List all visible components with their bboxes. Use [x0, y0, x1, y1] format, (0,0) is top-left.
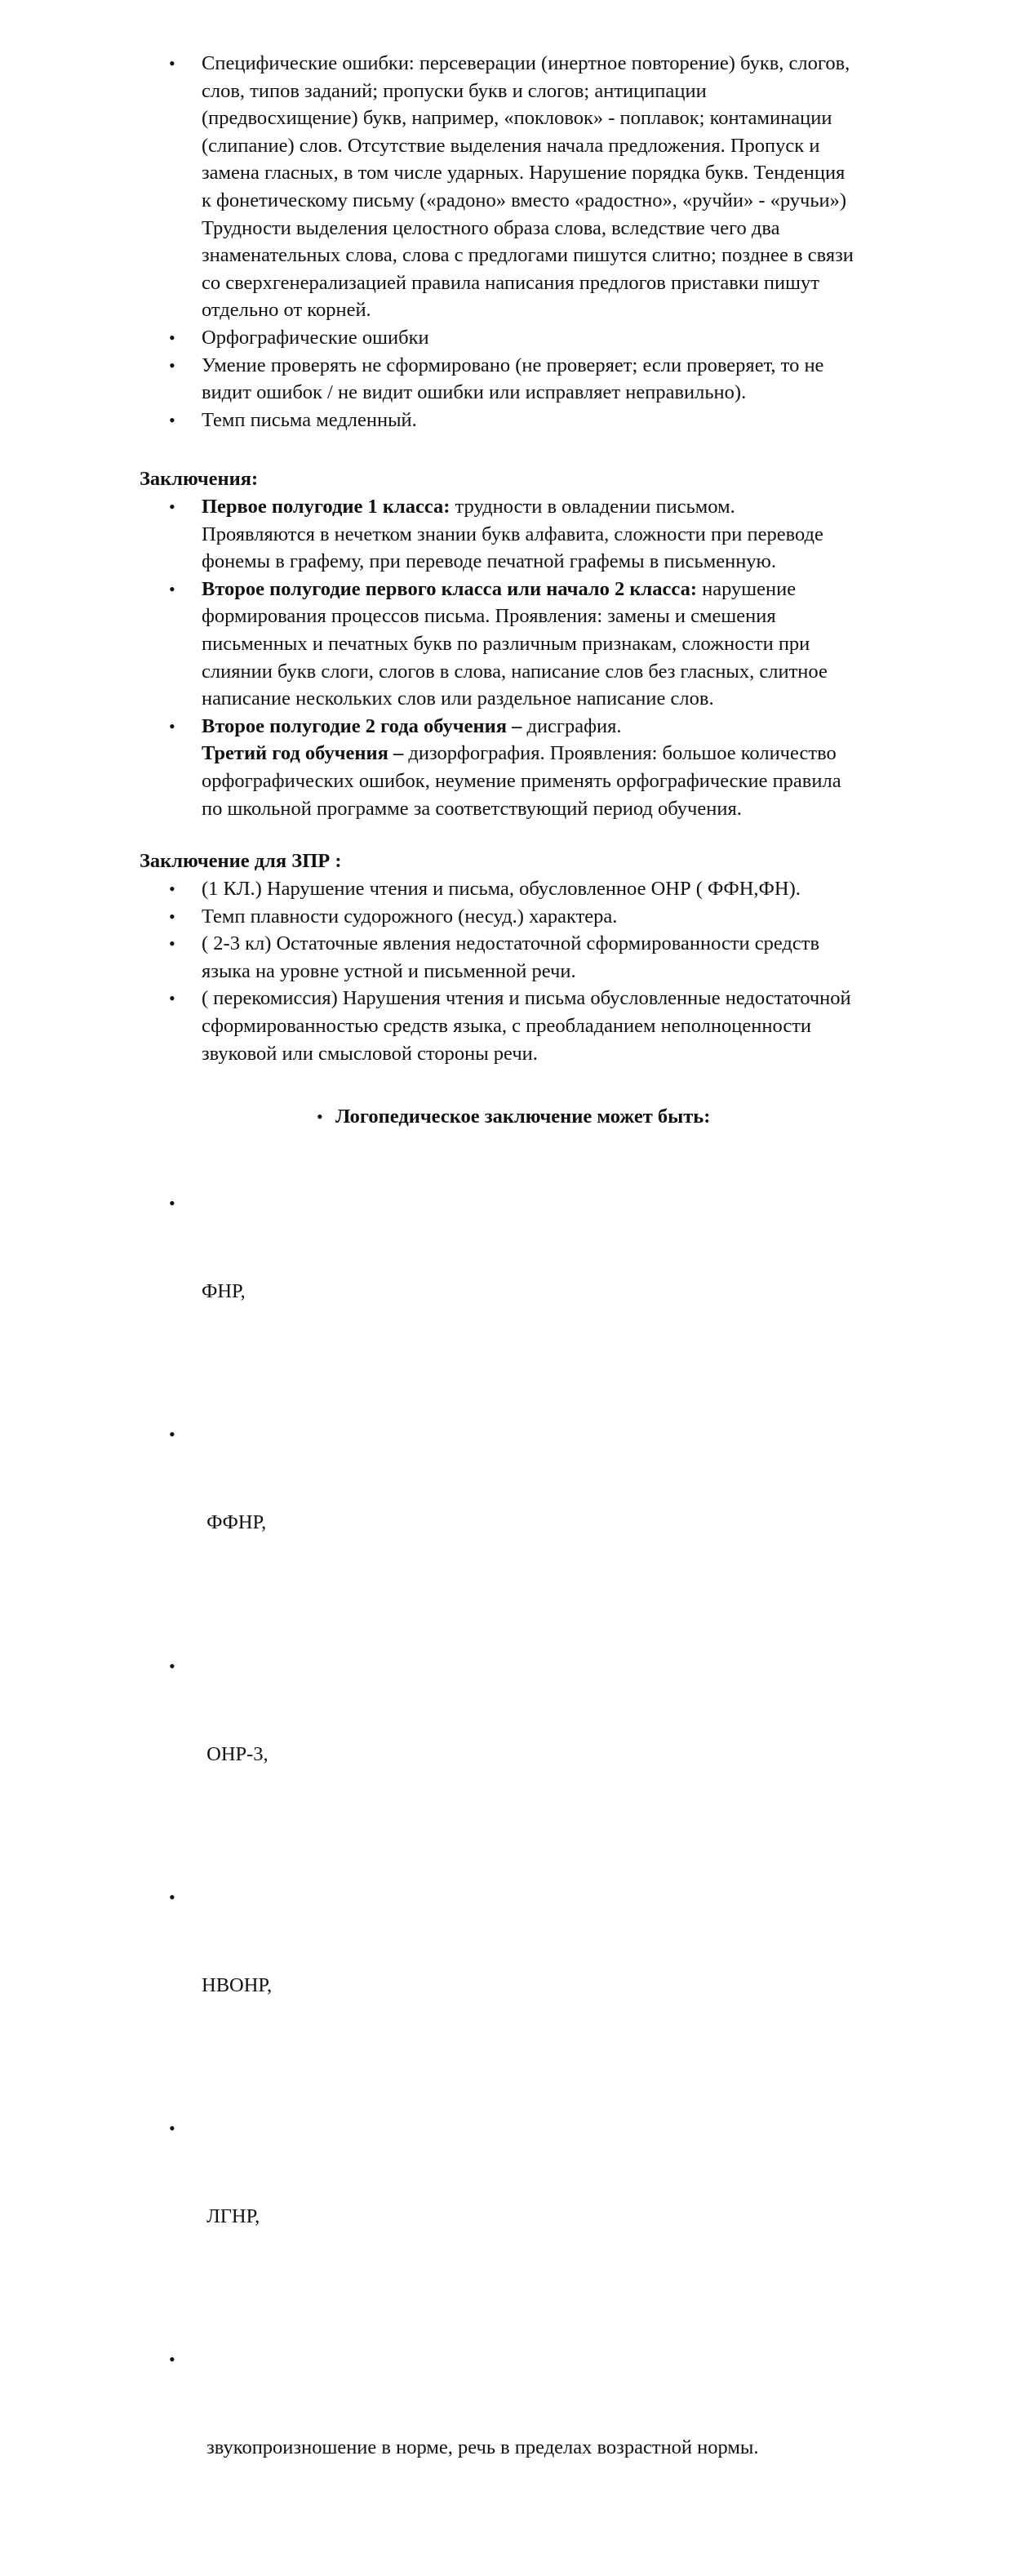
list-item-text: ( 2-3 кл) Остаточные явления недостаточной сформированности средств — [202, 932, 820, 955]
list-item-text: Орфографические ошибки — [202, 326, 429, 349]
list-item-text: дизорфография. Проявления: большое количество — [403, 742, 837, 765]
list-item — [0, 2114, 1012, 2290]
list-item — [0, 875, 1012, 903]
list-item — [0, 493, 1012, 576]
list-item — [0, 50, 1012, 324]
list-item-text: написание нескольких слов или раздельное написание слов. — [202, 687, 714, 710]
bullet-icon: • — [317, 1106, 323, 1127]
symptoms-list — [0, 50, 1012, 434]
list-item-text: ОНР-3, — [202, 1742, 269, 1765]
list-item — [0, 713, 1012, 822]
list-item-text: Трудности выделения целостного образа слова, вследствие чего два — [202, 216, 780, 239]
list-item-text: фонемы в графему, при переводе печатной графемы в письменную. — [202, 550, 776, 573]
list-item-text: видит ошибок / не видит ошибки или исправляет неправильно). — [202, 381, 747, 404]
bullet-icon: • — [169, 2349, 175, 2370]
list-item-text: сформированностью средств языка, с преобладанием неполноценности — [202, 1014, 812, 1037]
list-item — [0, 407, 1012, 434]
list-item — [0, 352, 1012, 407]
zpr-section — [0, 875, 1012, 1067]
list-item-text: к фонетическому письму («радоно» вместо «радостно», «ручйи» - «ручьи») — [202, 189, 847, 211]
list-item-text: звуковой или смысловой стороны речи. — [202, 1042, 538, 1065]
list-item-text: дисграфия. — [522, 714, 622, 737]
list-item-text: ЛГНР, — [202, 2205, 260, 2227]
bullet-icon: • — [169, 1424, 175, 1445]
list-item — [0, 985, 1012, 1067]
list-item-text: НВОНР, — [202, 1973, 273, 1996]
list-item-text: знаменательных слова, слова с предлогами пишутся слитно; позднее в связи — [202, 244, 854, 267]
bullet-icon: • — [169, 354, 175, 376]
logoped-list — [0, 1134, 1012, 2576]
list-item — [0, 576, 1012, 713]
bullet-icon: • — [169, 933, 175, 954]
list-item — [0, 1189, 1012, 1365]
list-item-text: трудности в овладении письмом. — [450, 496, 735, 518]
list-item-text: языка на уровне устной и письменной речи. — [202, 959, 576, 982]
logoped-section — [0, 1134, 1012, 2576]
bullet-icon: • — [169, 409, 175, 430]
bullet-icon: • — [169, 988, 175, 1009]
list-item-text: Темп плавности судорожного (несуд.) характера. — [202, 905, 618, 928]
bullet-icon: • — [169, 1886, 175, 1907]
conclusions-section — [0, 493, 1012, 822]
zpr-list — [0, 875, 1012, 1067]
list-item-text: по школьной программе за соответствующий период обучения. — [202, 797, 742, 820]
list-item — [0, 324, 1012, 352]
bullet-icon: • — [169, 715, 175, 736]
list-item-text: формирования процессов письма. Проявления: замены и смешения — [202, 605, 776, 628]
logoped-heading: Логопедическое заключение может быть: — [335, 1106, 711, 1128]
list-item-text: (1 КЛ.) Нарушение чтения и письма, обусловленное ОНР ( ФФН,ФН). — [202, 878, 801, 900]
list-item-text: замена гласных, в том числе ударных. Нарушение порядка букв. Тенденция — [202, 162, 846, 185]
list-item-text: ФФНР, — [202, 1511, 267, 1534]
term-label: Первое полугодие 1 класса: — [202, 496, 451, 518]
conclusions-heading: Заключения: — [140, 468, 259, 490]
conclusions-list — [0, 493, 1012, 822]
list-item-text: письменных и печатных букв по различным признакам, сложности при — [202, 632, 810, 655]
bullet-icon: • — [169, 2117, 175, 2138]
list-item-text: ( перекомиссия) Нарушения чтения и письма обусловленные недостаточной — [202, 987, 851, 1010]
term-label: Второе полугодие 2 года обучения – — [202, 714, 522, 737]
bullet-icon: • — [169, 1193, 175, 1214]
list-item-text: орфографических ошибок, неумение применять орфографические правила — [202, 769, 841, 792]
list-item — [0, 2345, 1012, 2521]
logoped-heading-wrap — [317, 1103, 711, 1131]
bullet-icon: • — [169, 1655, 175, 1676]
bullet-icon: • — [169, 327, 175, 348]
list-item — [0, 903, 1012, 931]
term-label: Третий год обучения – — [202, 742, 404, 765]
list-item — [0, 930, 1012, 985]
list-item-text: Специфические ошибки: персеверации (инертное повторение) букв, слогов, — [202, 52, 850, 74]
term-label: Второе полугодие первого класса или начало 2 класса: — [202, 577, 697, 600]
bullet-icon: • — [169, 496, 175, 517]
list-item — [0, 1652, 1012, 1828]
list-item — [0, 1883, 1012, 2059]
list-item-text: нарушение — [696, 577, 797, 600]
bullet-icon: • — [169, 879, 175, 899]
list-item-text: (предвосхищение) букв, например, «покловок» - поплавок; контаминации — [202, 107, 832, 130]
list-item-text: со сверхгенерализацией правила написания предлогов приставки пишут — [202, 271, 819, 294]
list-item-text: Темп письма медленный. — [202, 408, 417, 431]
list-item-text: (слипание) слов. Отсутствие выделения начала предложения. Пропуск и — [202, 134, 820, 157]
zpr-heading: Заключение для ЗПР : — [140, 850, 342, 872]
list-item-text: звукопроизношение в норме, речь в пределах возрастной нормы. — [202, 2436, 759, 2459]
list-item — [0, 1420, 1012, 1596]
list-item-text: Умение проверять не сформировано (не проверяет; если проверяет, то не — [202, 354, 824, 376]
bullet-icon: • — [169, 578, 175, 599]
list-item-text: слов, типов заданий; пропуски букв и слогов; антиципации — [202, 79, 707, 102]
list-item-text: Проявляются в нечетком знании букв алфавита, сложности при переводе — [202, 523, 823, 545]
list-item-text: слиянии букв слоги, слогов в слова, написание слов без гласных, слитное — [202, 660, 828, 683]
bullet-icon: • — [169, 905, 175, 927]
symptoms-section — [0, 50, 1012, 434]
bullet-icon: • — [169, 53, 175, 73]
list-item-text: ФНР, — [202, 1280, 246, 1303]
list-item-text: отдельно от корней. — [202, 299, 371, 322]
